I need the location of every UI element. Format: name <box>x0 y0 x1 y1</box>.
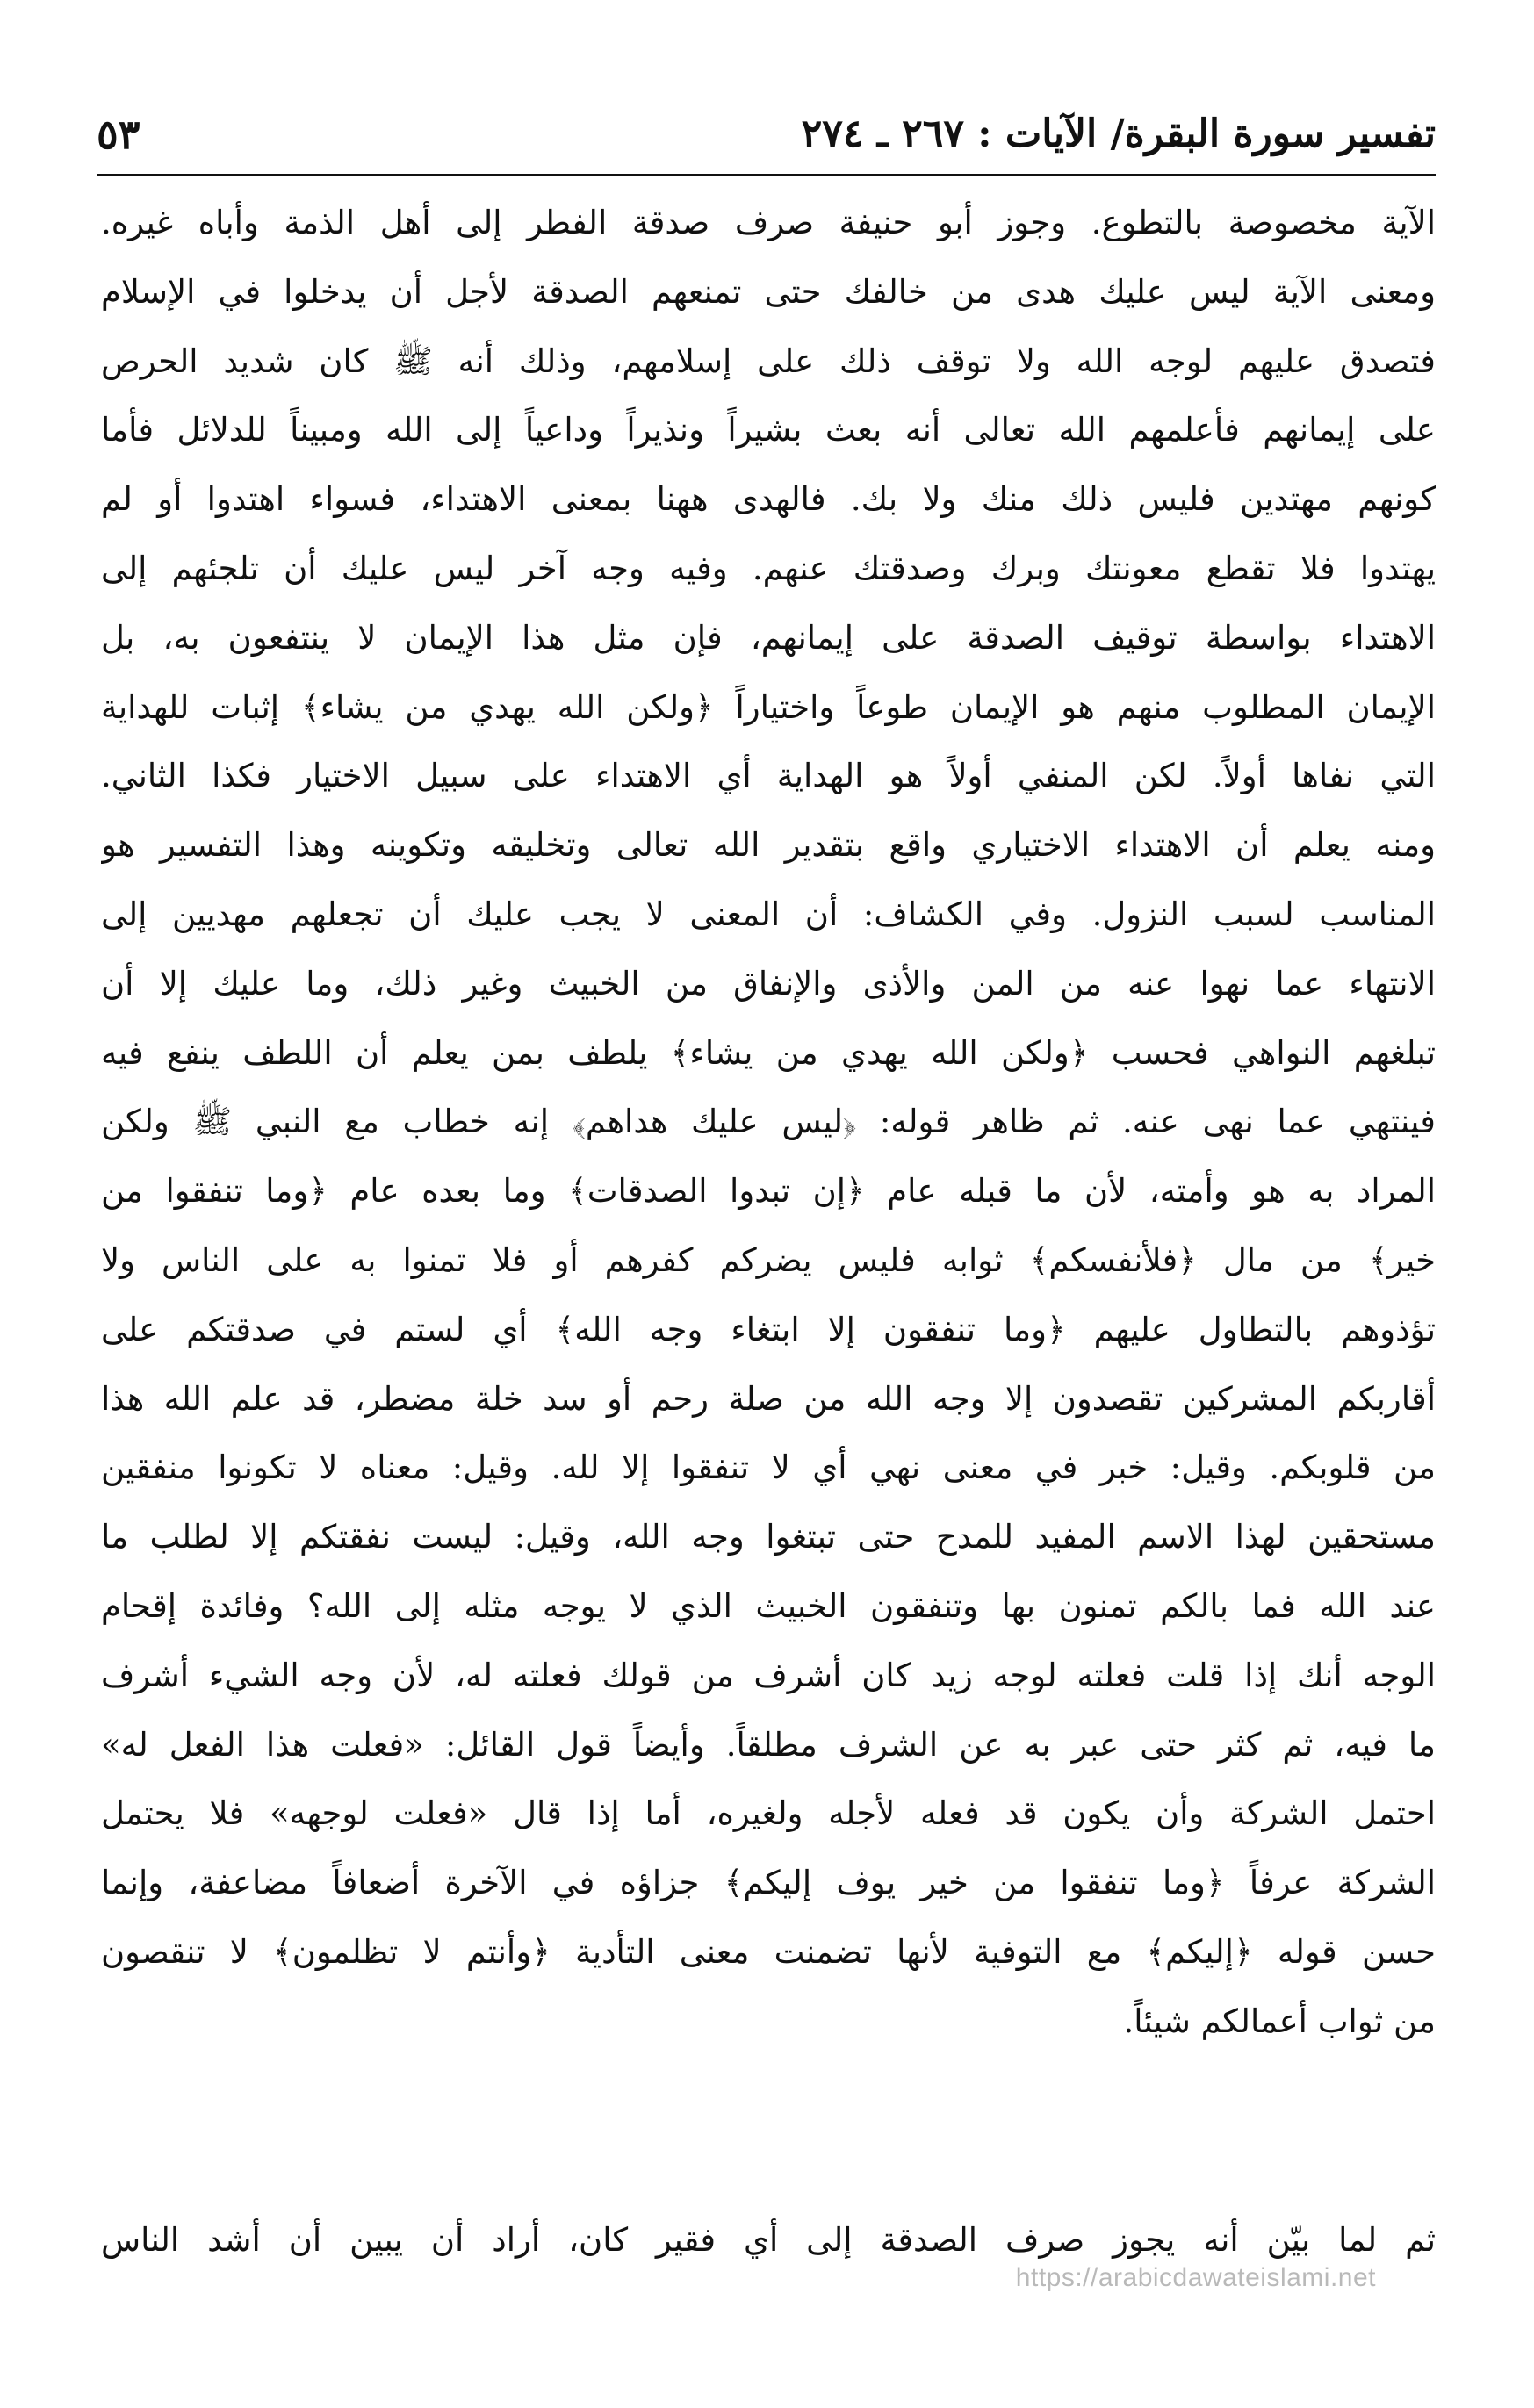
text-line: الاهتداء بواسطة توقيف الصدقة على إيمانهم، فإن مثل هذا الإيمان لا ينتفعون به، بل <box>101 618 1436 657</box>
text-line: أقاربكم المشركين تقصدون إلا وجه الله من صلة رحم أو سد خلة مضطر، قد علم الله هذا <box>101 1379 1436 1418</box>
header-divider <box>97 174 1436 176</box>
text-line: تبلغهم النواهي فحسب ﴿ولكن الله يهدي من يشاء﴾ يلطف بمن يعلم أن اللطف ينفع فيه <box>101 1033 1436 1072</box>
text-line: التي نفاها أولاً. لكن المنفي أولاً هو الهداية أي الاهتداء على سبيل الاختيار فكذا الثاني. <box>101 757 1436 795</box>
closing-line: ثم لما بيّن أنه يجوز صرف الصدقة إلى أي فقير كان، أراد أن يبين أن أشد الناس <box>101 2221 1436 2259</box>
text-line: ما فيه، ثم كثر حتى عبر به عن الشرف مطلقاً. وأيضاً قول القائل: «فعلت هذا الفعل له» <box>101 1725 1436 1764</box>
text-line: الانتهاء عما نهوا عنه من المن والأذى والإنفاق من الخبيث وغير ذلك، وما عليك إلا أن <box>101 964 1436 1003</box>
body-text <box>101 189 1436 2057</box>
text-line: كونهم مهتدين فليس ذلك منك ولا بك. فالهدى ههنا بمعنى الاهتداء، فسواء اهتدوا أو لم <box>101 480 1436 519</box>
text-line: عند الله فما بالكم تمنون بها وتنفقون الخبيث الذي لا يوجه مثله إلى الله؟ وفائدة إقحام <box>101 1586 1436 1625</box>
text-line: فينتهي عما نهى عنه. ثم ظاهر قوله: ﴿ليس عليك هداهم﴾ إنه خطاب مع النبي ﷺ ولكن <box>101 1103 1436 1141</box>
text-line: الآية مخصوصة بالتطوع. وجوز أبو حنيفة صرف صدقة الفطر إلى أهل الذمة وأباه غيره. <box>101 204 1436 241</box>
text-line: الوجه أنك إذا قلت فعلته لوجه زيد كان أشرف من قولك فعلته له، لأن وجه الشيء أشرف <box>101 1656 1436 1694</box>
text-line: المراد به هو وأمته، لأن ما قبله عام ﴿إن تبدوا الصدقات﴾ وما بعده عام ﴿وما تنفقوا من <box>101 1172 1436 1211</box>
text-line: الإيمان المطلوب منهم هو الإيمان طوعاً واختياراً ﴿ولكن الله يهدي من يشاء﴾ إثبات للهداية <box>101 687 1436 726</box>
text-line: المناسب لسبب النزول. وفي الكشاف: أن المعنى لا يجب عليك أن تجعلهم مهديين إلى <box>101 895 1436 933</box>
text-line: ومنه يعلم أن الاهتداء الاختياري واقع بتقدير الله تعالى وتخليقه وتكوينه وهذا التفسير هو <box>101 826 1436 865</box>
text-line: الشركة عرفاً ﴿وما تنفقوا من خير يوف إليكم﴾ جزاؤه في الآخرة أضعافاً مضاعفة، وإنما <box>101 1864 1436 1902</box>
text-line: فتصدق عليهم لوجه الله ولا توقف ذلك على إسلامهم، وذلك أنه ﷺ كان شديد الحرص <box>101 341 1436 380</box>
page-number: ٥٣ <box>97 111 140 158</box>
page-header <box>97 104 1436 165</box>
text-line: ومعنى الآية ليس عليك هدى من خالفك حتى تمنعهم الصدقة لأجل أن يدخلوا في الإسلام <box>101 272 1436 311</box>
text-line: يهتدوا فلا تقطع معونتك وبرك وصدقتك عنهم. وفيه وجه آخر ليس عليك أن تلجئهم إلى <box>101 549 1436 587</box>
text-line: على إيمانهم فأعلمهم الله تعالى أنه بعث بشيراً ونذيراً وداعياً إلى الله ومبيناً للدلائل فأما <box>101 411 1436 449</box>
text-line: خير﴾ من مال ﴿فلأنفسكم﴾ ثوابه فليس يضركم كفرهم أو فلا تمنوا به على الناس ولا <box>101 1240 1436 1279</box>
text-line: من قلوبكم. وقيل: خبر في معنى نهي أي لا تنفقوا إلا لله. وقيل: معناه لا تكونوا منفقين <box>101 1448 1436 1487</box>
text-line: احتمل الشركة وأن يكون قد فعله لأجله ولغيره، أما إذا قال «فعلت لوجهه» فلا يحتمل <box>101 1794 1436 1833</box>
watermark-url: https://arabicdawateislami.net <box>1015 2263 1376 2292</box>
text-line: مستحقين لهذا الاسم المفيد للمدح حتى تبتغوا وجه الله، وقيل: ليست نفقتكم إلا لطلب ما <box>101 1518 1436 1556</box>
text-line: تؤذوهم بالتطاول عليهم ﴿وما تنفقون إلا ابتغاء وجه الله﴾ أي لستم في صدقتكم على <box>101 1310 1436 1348</box>
running-title: تفسير سورة البقرة/ الآيات : ٢٦٧ ـ ٢٧٤ <box>801 111 1436 156</box>
text-line: من ثواب أعمالكم شيئاً. <box>1123 2002 1436 2040</box>
text-line: حسن قوله ﴿إليكم﴾ مع التوفية لأنها تضمنت معنى التأدية ﴿وأنتم لا تظلمون﴾ لا تنقصون <box>101 1932 1436 1971</box>
